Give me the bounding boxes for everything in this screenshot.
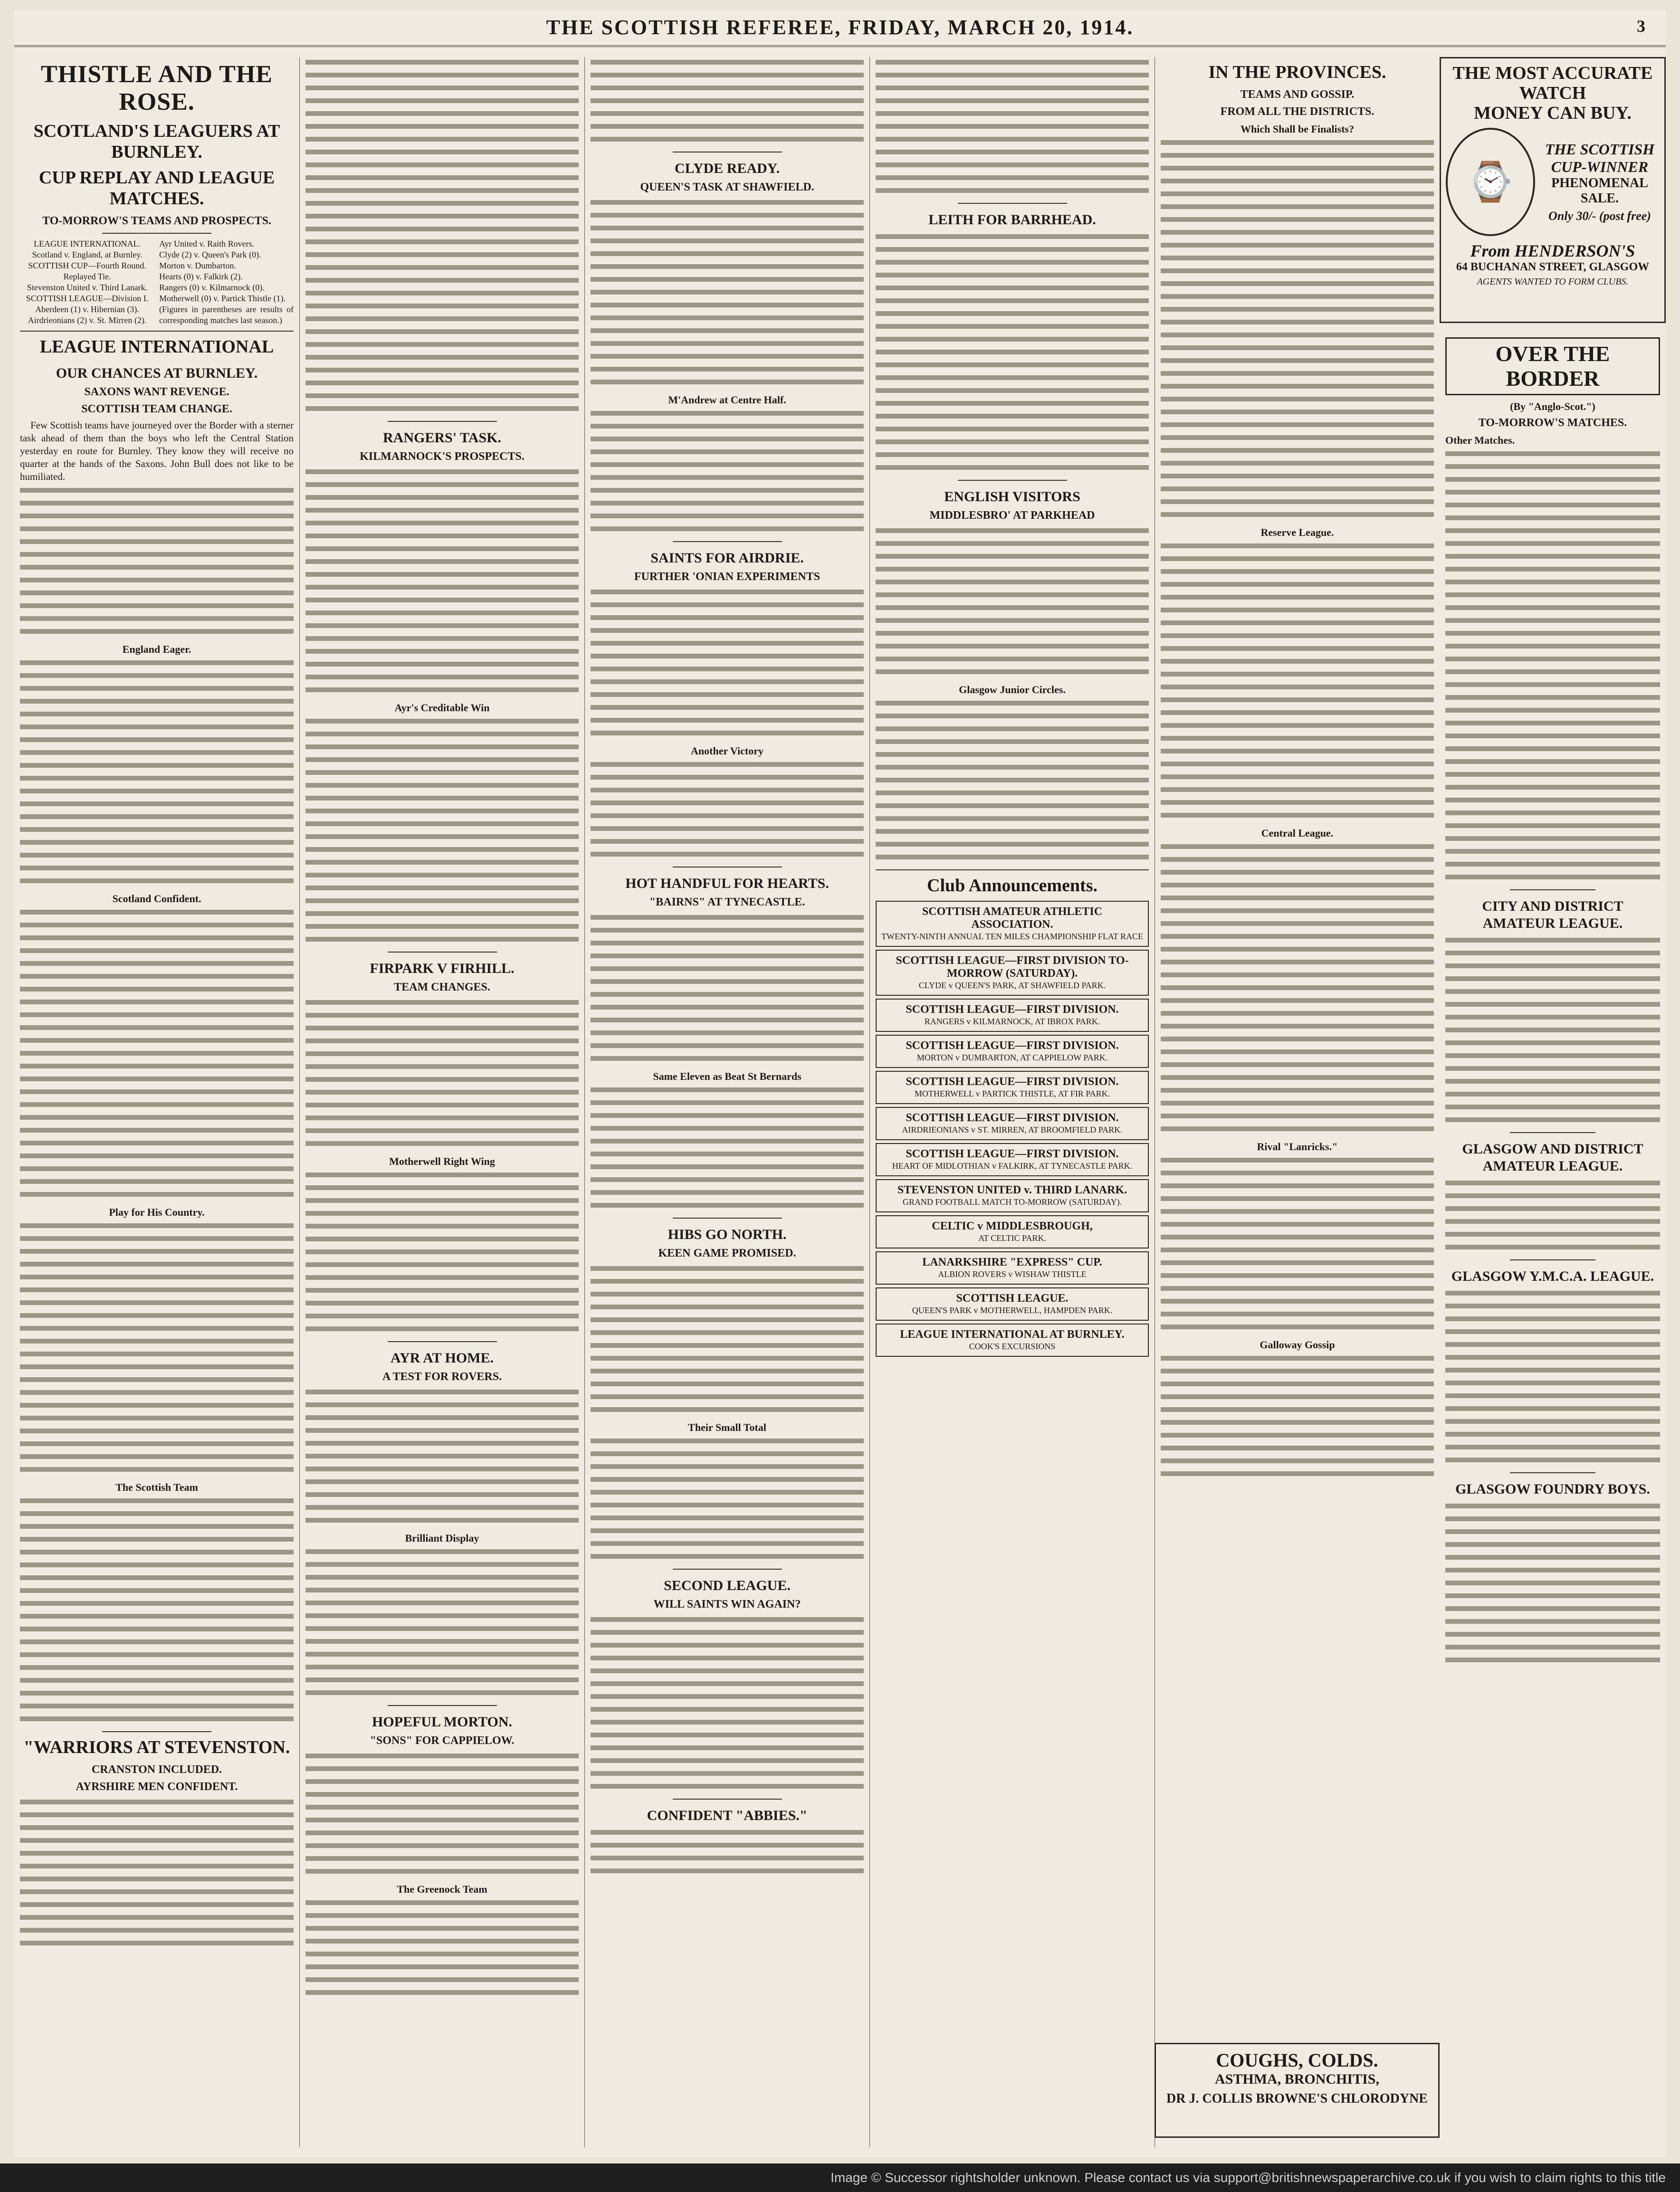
text-filler [876,698,1149,865]
subhead-ayrshire: AYRSHIRE MEN CONFIDENT. [76,1781,238,1793]
subhead-cranston: CRANSTON INCLUDED. [91,1763,222,1776]
section-other-matches: Other Matches. [1445,434,1515,446]
text-filler [1445,1178,1660,1255]
text-filler [1445,935,1660,1127]
text-filler [305,1546,579,1700]
section-provinces: IN THE PROVINCES. [1208,62,1386,82]
section-firpark: FIRPARK V FIRHILL. [370,961,515,976]
text-filler [1161,541,1434,823]
headline-leaguers: SCOTLAND'S LEAGUERS AT BURNLEY. [33,121,280,162]
advert-line: MONEY CAN BUY. [1474,103,1632,123]
fixture: Aberdeen (1) v. Hibernian (3). [35,305,139,314]
fixture: (Figures in parentheses are results of corresponding matches last season.) [159,305,294,325]
section-english-visitors: ENGLISH VISITORS [944,489,1080,505]
subhead: M'Andrew at Centre Half. [668,394,786,406]
byline: (By "Anglo-Scot.") [1510,400,1595,412]
section-confident-abbies: CONFIDENT "ABBIES." [647,1808,808,1823]
column-3 [584,57,869,2147]
text-filler [1445,448,1660,885]
text-filler [591,759,864,862]
advert-price: Only 30/- (post free) [1548,209,1651,223]
text-filler [1445,1501,1660,1668]
section-leith-barrhead: LEITH FOR BARRHEAD. [928,212,1096,228]
fixture: Clyde (2) v. Queen's Park (0). [159,250,261,259]
announcement-detail: GRAND FOOTBALL MATCH TO-MORROW (SATURDAY). [902,1197,1122,1207]
announcement-title: SCOTTISH LEAGUE—FIRST DIVISION. [906,1148,1119,1160]
subhead: Their Small Total [688,1421,766,1433]
announcement-detail: AIRDRIEONIANS v ST. MIRREN, AT BROOMFIELD PARK. [902,1125,1123,1134]
club-announcement [876,1071,1149,1104]
headline-teams-prospects: TO-MORROW'S TEAMS AND PROSPECTS. [42,215,271,227]
fixtures-right [159,238,294,326]
club-announcement [876,1287,1149,1321]
announcement-detail: RANGERS v KILMARNOCK, AT IBROX PARK. [924,1017,1100,1026]
subhead: Same Eleven as Beat St Bernards [653,1070,802,1082]
text-filler [1161,137,1434,522]
announcement-title: SCOTTISH AMATEUR ATHLETIC ASSOCIATION. [922,905,1103,931]
section-club-announcements: Club Announcements. [927,876,1098,896]
text-filler [591,1436,864,1564]
club-announcement [876,1179,1149,1212]
announcement-detail: COOK'S EXCURSIONS [969,1342,1056,1351]
section-hopeful-morton: HOPEFUL MORTON. [372,1714,513,1730]
text-filler [591,1614,864,1794]
club-announcement [876,901,1149,947]
advert-subtitle: ASTHMA, BRONCHITIS, [1215,2071,1379,2087]
text-filler [591,57,864,147]
subhead: The Scottish Team [115,1481,198,1493]
subhead: Which Shall be Finalists? [1240,123,1354,135]
fixtures-list [20,238,294,326]
announcement-detail: ALBION ROVERS v WISHAW THISTLE [938,1269,1087,1279]
announcement-title: SCOTTISH LEAGUE—FIRST DIVISION TO-MORROW (SATURDAY). [896,954,1129,980]
subhead-queens-task: QUEEN'S TASK AT SHAWFIELD. [640,181,814,193]
announcement-title: SCOTTISH LEAGUE—FIRST DIVISION. [906,1076,1119,1088]
column-6 [1440,333,1666,2147]
advert-line: PHENOMENAL SALE. [1551,176,1648,206]
subhead-keen-game: KEEN GAME PROMISED. [658,1247,796,1259]
subhead-saints-win: WILL SAINTS WIN AGAIN? [653,1598,801,1611]
masthead-title: THE SCOTTISH REFEREE, FRIDAY, MARCH 20, 1914. [546,16,1134,39]
text-filler [591,587,864,741]
section-saints-airdrie: SAINTS FOR AIRDRIE. [650,550,804,566]
announcement-detail: HEART OF MIDLOTHIAN v FALKIRK, AT TYNECASTLE PARK. [892,1161,1133,1171]
text-filler [591,1085,864,1213]
text-filler [20,1220,294,1477]
column-5 [1155,57,1440,2147]
club-announcement [876,1035,1149,1068]
subhead-middlesbro: MIDDLESBRO' AT PARKHEAD [929,509,1095,522]
section-league-international: LEAGUE INTERNATIONAL [39,337,274,357]
text-filler [1161,1155,1434,1334]
text-filler [876,231,1149,475]
subhead: England Eager. [122,643,191,655]
fixture: Hearts (0) v. Falkirk (2). [159,272,243,281]
subhead-team-changes: TEAM CHANGES. [394,981,490,993]
subhead: Brilliant Display [405,1532,479,1544]
paragraph: Few Scottish teams have journeyed over the Border with a sterner task ahead of them than the boys who left the Central Station yesterday en route for Burnley. They know they will receive no quarter at the hands of the Saxons. John Bull does not like to be humiliated. [20,419,294,482]
newspaper-page [14,10,1666,2157]
advert-line: THE SCOTTISH CUP-WINNER [1545,141,1655,175]
advert-line: AGENTS WANTED TO FORM CLUBS. [1477,276,1629,287]
announcement-detail: MOTHERWELL v PARTICK THISTLE, AT FIR PARK. [914,1089,1110,1098]
chlorodyne-advert [1155,2043,1440,2138]
subhead-tomorrows-matches: TO-MORROW'S MATCHES. [1478,417,1627,429]
text-filler [20,1496,294,1726]
subhead: Rival "Lanricks." [1257,1141,1338,1153]
column-1 [14,57,299,2147]
fixture: Motherwell (0) v. Partick Thistle (1). [159,294,286,303]
fixture: Scotland v. England, at Burnley. [32,250,143,259]
text-filler [305,1170,579,1336]
text-filler [1161,841,1434,1136]
subhead-test-rovers: A TEST FOR ROVERS. [382,1371,502,1383]
advert-brand: DR J. COLLIS BROWNE'S CHLORODYNE [1166,2091,1428,2106]
section-city-amateur: CITY AND DISTRICT AMATEUR LEAGUE. [1482,898,1623,931]
club-announcement [876,1143,1149,1176]
club-announcement [876,999,1149,1032]
text-filler [305,57,579,416]
announcement-detail: MORTON v DUMBARTON, AT CAPPIELOW PARK. [916,1053,1108,1062]
announcement-title: SCOTTISH LEAGUE—FIRST DIVISION. [906,1112,1119,1124]
headline-thistle-rose: THISTLE AND THE ROSE. [40,61,273,115]
fixture: Airdrieonians (2) v. St. Mirren (2). [28,315,147,325]
announcement-detail: AT CELTIC PARK. [978,1233,1046,1243]
announcement-title: SCOTTISH LEAGUE—FIRST DIVISION. [906,1039,1119,1052]
subhead: Galloway Gossip [1260,1339,1335,1351]
announcement-title: CELTIC v MIDDLESBROUGH, [932,1220,1093,1232]
headline-cup-replay: CUP REPLAY AND LEAGUE MATCHES. [38,168,275,209]
subhead-kilmarnock: KILMARNOCK'S PROSPECTS. [360,450,525,463]
club-announcement [876,1215,1149,1248]
text-filler [876,57,1149,198]
credit-text: Image © Successor rightsholder unknown. Please contact us via support@britishnewspaperarchive.co.uk if you wish to claim rights to this title [830,2170,1666,2185]
over-border-section [1445,337,1660,430]
subhead: Glasgow Junior Circles. [959,684,1066,696]
subhead: Another Victory [691,745,764,757]
club-announcement [876,1107,1149,1140]
club-announcement [876,1324,1149,1357]
subhead-bairns: "BAIRNS" AT TYNECASTLE. [649,896,805,908]
section-ymca: GLASGOW Y.M.C.A. LEAGUE. [1451,1268,1654,1284]
club-announcement [876,950,1149,996]
fixture: Ayr United v. Raith Rovers. [159,239,255,248]
announcement-title: LANARKSHIRE "EXPRESS" CUP. [922,1256,1102,1268]
column-4 [869,57,1155,2147]
subhead-saxons-revenge: SAXONS WANT REVENGE. [84,386,229,398]
column-2 [299,57,584,2147]
announcement-title: LEAGUE INTERNATIONAL AT BURNLEY. [900,1328,1125,1341]
fixture: Replayed Tie. [63,272,111,281]
subhead-team-change: SCOTTISH TEAM CHANGE. [81,403,232,415]
advert-address: 64 BUCHANAN STREET, GLASGOW [1456,261,1650,273]
fixture: Stevenston United v. Third Lanark. [27,283,148,292]
text-filler [591,912,864,1066]
subhead-districts: FROM ALL THE DISTRICTS. [1220,105,1375,118]
text-filler [305,467,579,697]
text-filler [591,197,864,390]
fixture: SCOTTISH CUP—Fourth Round. [28,261,146,270]
text-filler [20,658,294,888]
text-filler [305,716,579,947]
subhead-onian: FURTHER 'ONIAN EXPERIMENTS [634,571,821,583]
text-filler [20,1797,294,1951]
section-foundry-boys: GLASGOW FOUNDRY BOYS. [1455,1481,1650,1497]
section-second-league: SECOND LEAGUE. [664,1578,791,1593]
announcement-detail: QUEEN'S PARK v MOTHERWELL, HAMPDEN PARK. [912,1306,1113,1315]
advert-line: THE MOST ACCURATE WATCH [1452,63,1653,103]
subhead: Central League. [1261,827,1334,839]
advert-title: COUGHS, COLDS. [1216,2049,1378,2071]
section-hot-handful: HOT HANDFUL FOR HEARTS. [625,876,829,891]
announcement-detail: TWENTY-NINTH ANNUAL TEN MILES CHAMPIONSHIP FLAT RACE [881,932,1143,941]
fixture: SCOTTISH LEAGUE—Division I. [26,294,149,303]
henderson-watch-advert [1440,57,1666,323]
masthead [14,10,1666,47]
section-over-border: OVER THE BORDER [1445,337,1660,395]
text-filler [305,1897,579,2000]
watch-icon: ⌚ [1446,128,1535,236]
text-filler [305,1751,579,1879]
announcement-detail: CLYDE v QUEEN'S PARK, AT SHAWFIELD PARK. [918,981,1106,990]
subhead-teams-gossip: TEAMS AND GOSSIP. [1240,88,1355,101]
subhead: Play for His Country. [109,1206,205,1218]
section-ayr-home: AYR AT HOME. [391,1350,494,1366]
subhead: Motherwell Right Wing [389,1155,495,1167]
text-filler [1161,1353,1434,1481]
subhead: Ayr's Creditable Win [394,702,490,714]
text-filler [305,1387,579,1528]
page-number: 3 [1637,17,1647,36]
text-filler [591,408,864,536]
section-glasgow-amateur: GLASGOW AND DISTRICT AMATEUR LEAGUE. [1462,1141,1643,1174]
subhead: Reserve League. [1260,526,1334,538]
subhead: The Greenock Team [397,1883,487,1895]
text-filler [876,525,1149,679]
text-filler [20,485,294,639]
text-filler [1445,1288,1660,1468]
fixture: LEAGUE INTERNATIONAL. [34,239,141,248]
announcement-title: SCOTTISH LEAGUE. [956,1292,1069,1305]
announcement-title: STEVENSTON UNITED v. THIRD LANARK. [897,1184,1127,1196]
announcement-title: SCOTTISH LEAGUE—FIRST DIVISION. [906,1003,1119,1016]
subhead-sons: "SONS" FOR CAPPIELOW. [370,1735,515,1747]
text-filler [591,1827,864,1878]
fixture: Rangers (0) v. Kilmarnock (0). [159,283,265,292]
section-warriors: "WARRIORS AT STEVENSTON. [23,1737,290,1757]
subhead-our-chances: OUR CHANCES AT BURNLEY. [56,365,258,381]
article-body [20,419,294,483]
text-filler [305,997,579,1151]
advert-line: From HENDERSON'S [1470,241,1635,260]
fixture: Morton v. Dumbarton. [159,261,236,270]
section-clyde-ready: CLYDE READY. [674,161,780,176]
fixtures-left [20,238,154,326]
subhead: Scotland Confident. [112,893,201,905]
text-filler [591,1263,864,1417]
section-rangers-task: RANGERS' TASK. [383,430,501,446]
club-announcement [876,1251,1149,1285]
footer-credit [0,2163,1680,2192]
section-hibs-north: HIBS GO NORTH. [668,1227,787,1242]
text-filler [20,907,294,1202]
